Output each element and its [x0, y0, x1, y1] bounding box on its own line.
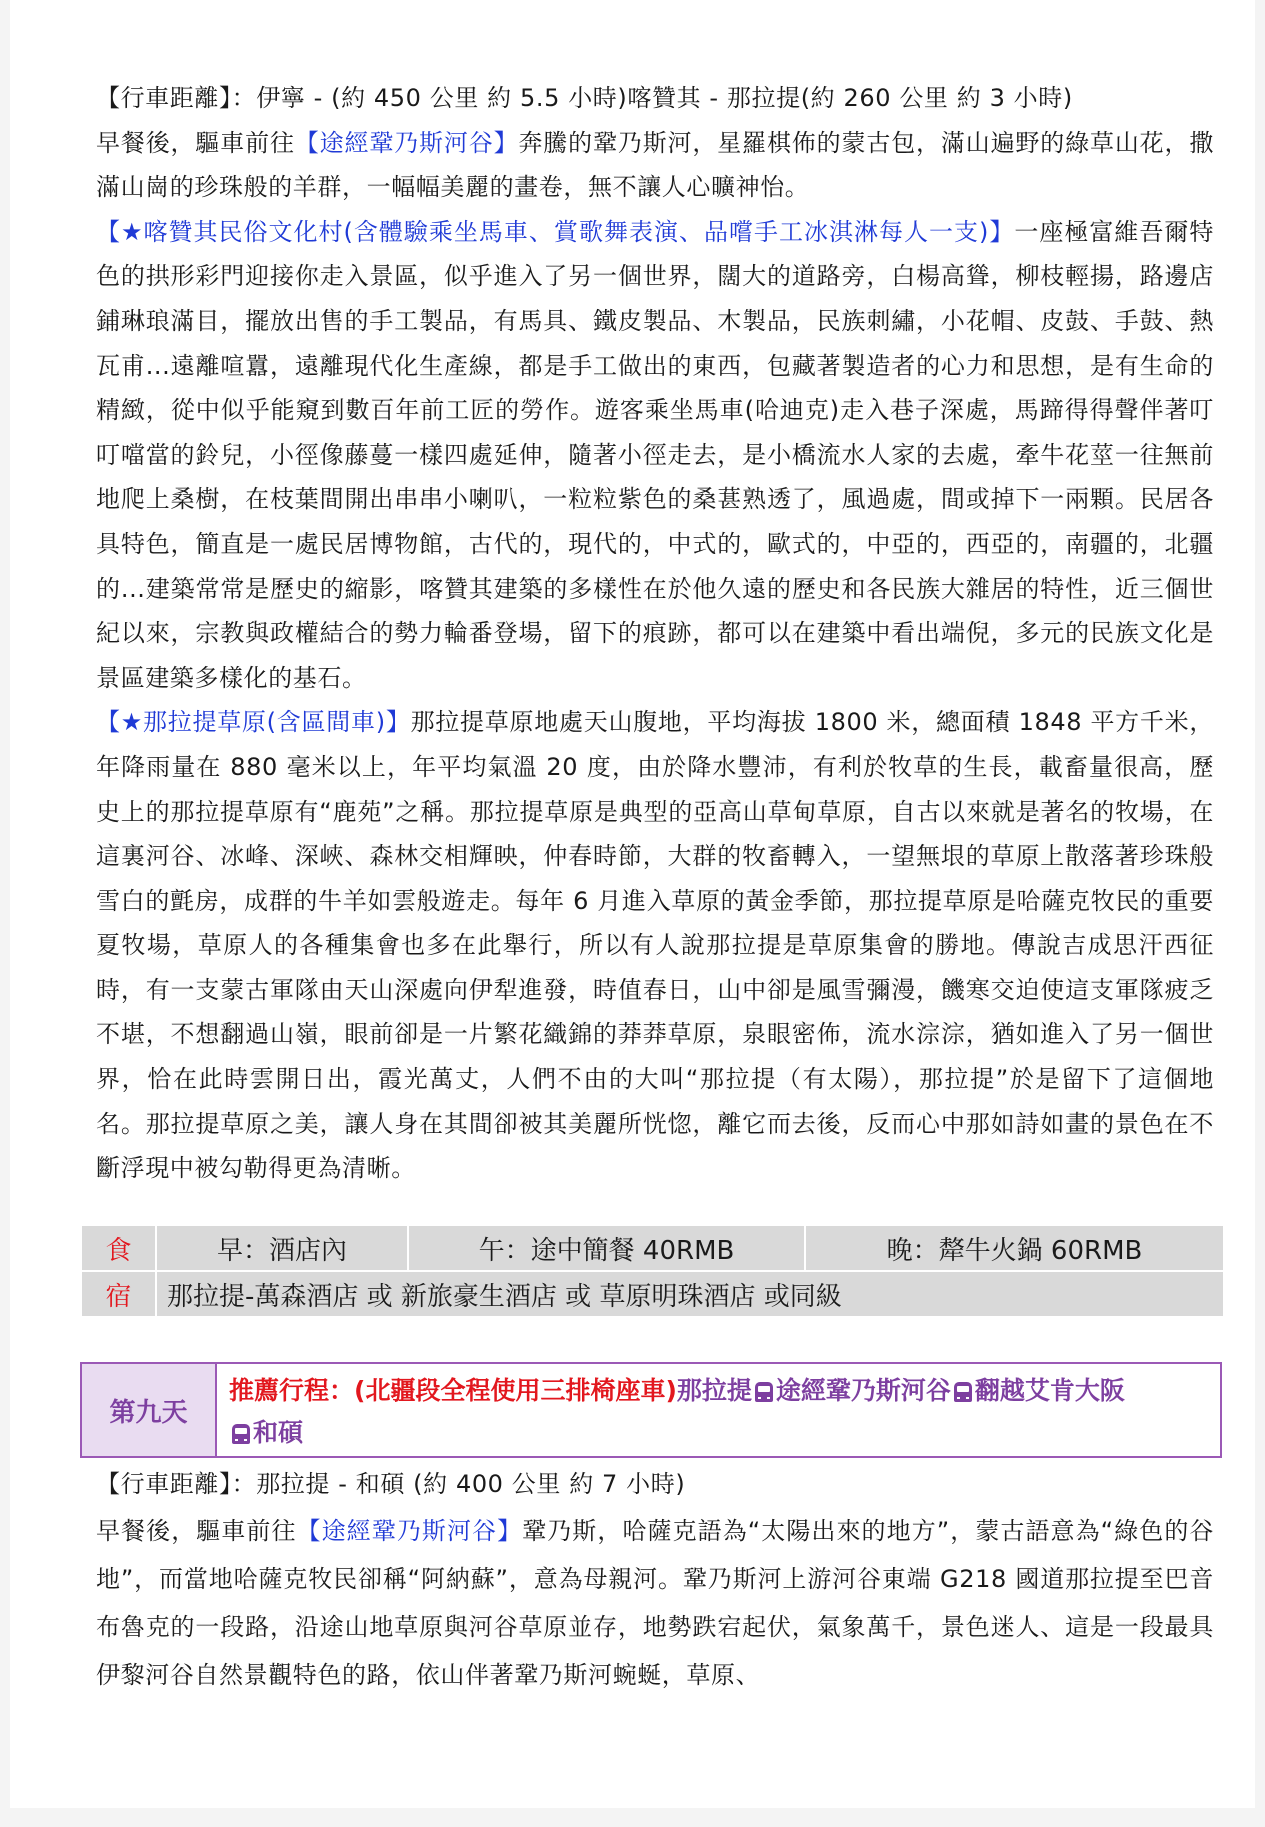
day9-distance: [96, 1462, 1214, 1507]
food-label: 食: [81, 1225, 156, 1271]
distance-label: 【行車距離】: [96, 84, 232, 112]
stay-label: 宿: [81, 1271, 156, 1317]
document-page: [10, 0, 1255, 1808]
paragraph-text: 早餐後，驅車前往: [96, 1516, 297, 1545]
day9-section: [96, 1462, 1214, 1699]
route-note: (北疆段全程使用三排椅座車): [354, 1376, 677, 1405]
paragraph-text: 鞏乃斯，哈薩克語為“太陽出來的地方”，蒙古語意為“綠色的谷地”，而當地哈薩克牧民卻稱“阿納蘇”，意為母親河。鞏乃斯河上游河谷東端 G218 國道那拉提至巴音布魯克的一段路，沿途山地草原與河谷草原並存，地勢跌宕起伏，氣象萬千，景色迷人、這是一段最具伊黎河谷自然景觀特色的路，依山伴著鞏乃斯河蜿蜒，草原、: [96, 1516, 1214, 1689]
highlight-term: 【途經鞏乃斯河谷】: [296, 1516, 523, 1545]
day8-paragraph-2: [96, 210, 1214, 701]
day9-paragraph-1: [96, 1507, 1214, 1699]
meals-row: [81, 1225, 1224, 1271]
route-prefix: 推薦行程：: [229, 1376, 355, 1405]
distance-text: ：伊寧 - (約 450 公里 約 5.5 小時)喀贊其 - 那拉提(約 260 公里 約 3 小時): [231, 84, 1073, 112]
distance-text: ：那拉提 - 和碩 (約 400 公里 約 7 小時): [231, 1470, 686, 1498]
lunch-cell: 午：途中簡餐 40RMB: [408, 1225, 805, 1271]
bus-icon: [954, 1382, 972, 1402]
meals-table: [80, 1224, 1225, 1318]
day8-distance: [96, 76, 1214, 121]
paragraph-text: 早餐後，驅車前往: [96, 128, 295, 157]
route-stop: 翻越艾肯大阪: [974, 1376, 1125, 1405]
bus-icon: [755, 1382, 773, 1402]
day8-paragraph-1: [96, 121, 1214, 210]
distance-label: 【行車距離】: [96, 1470, 232, 1498]
dinner-cell: 晚：犛牛火鍋 60RMB: [805, 1225, 1224, 1271]
day8-section: [96, 76, 1214, 1191]
highlight-term: 【★那拉提草原(含區間車)】: [96, 708, 411, 737]
hotel-cell: 那拉提-萬森酒店 或 新旅豪生酒店 或 草原明珠酒店 或同級: [156, 1271, 1224, 1317]
bus-icon: [232, 1424, 250, 1444]
route-stop: 和碩: [253, 1418, 304, 1447]
breakfast-cell: 早：酒店內: [156, 1225, 408, 1271]
day-route: [217, 1364, 1220, 1456]
route-stop: 那拉提: [676, 1376, 752, 1405]
day-label: 第九天: [82, 1364, 217, 1456]
paragraph-text: 一座極富維吾爾特色的拱形彩門迎接你走入景區，似乎進入了另一個世界，闊大的道路旁，白楊高聳，柳枝輕揚，路邊店鋪琳琅滿目，擺放出售的手工製品，有馬具、鐵皮製品、木製品，民族刺繡，小花帽、皮鼓、手鼓、熱瓦甫...遠離喧囂，遠離現代化生產線，都是手工做出的東西，包藏著製造者的心力和思想，是有生命的精緻，從中似乎能窺到數百年前工匠的勞作。遊客乘坐馬車(哈迪克)走入巷子深處，馬蹄得得聲伴著叮叮噹當的鈴兒，小徑像藤蔓一樣四處延伸，隨著小徑走去，是小橋流水人家的去處，牽牛花莖一往無前地爬上桑樹，在枝葉間開出串串小喇叭，一粒粒紫色的桑葚熟透了，風過處，間或掉下一兩顆。民居各具特色，簡直是一處民居博物館，古代的，現代的，中式的，歐式的，中亞的，西亞的，南疆的，北疆的...建築常常是歷史的縮影，喀贊其建築的多樣性在於他久遠的歷史和各民族大雜居的特性，近三個世紀以來，宗教與政權結合的勢力輪番登場，留下的痕跡，都可以在建築中看出端倪，多元的民族文化是景區建築多樣化的基石。: [96, 217, 1214, 692]
hotel-row: [81, 1271, 1224, 1317]
paragraph-text: 奔騰的鞏乃斯河，星羅棋佈的蒙古包，滿山遍野的綠草山花，撒滿山崗的珍珠般的羊群，一幅幅美麗的畫卷，無不讓人心曠神怡。: [96, 128, 1214, 202]
route-stop: 途經鞏乃斯河谷: [775, 1376, 951, 1405]
paragraph-text: 那拉提草原地處天山腹地，平均海拔 1800 米，總面積 1848 平方千米，年降雨量在 880 毫米以上，年平均氣溫 20 度，由於降水豐沛，有利於牧草的生長，載畜量很高，歷史上的那拉提草原有“鹿苑”之稱。那拉提草原是典型的亞高山草甸草原，自古以來就是著名的牧場，在這裏河谷、冰峰、深峽、森林交相輝映，仲春時節，大群的牧畜轉入，一望無垠的草原上散落著珍珠般雪白的氈房，成群的牛羊如雲般遊走。每年 6 月進入草原的黃金季節，那拉提草原是哈薩克牧民的重要夏牧場，草原人的各種集會也多在此舉行，所以有人說那拉提是草原集會的勝地。傳說吉成思汗西征時，有一支蒙古軍隊由天山深處向伊犁進發，時值春日，山中卻是風雪彌漫，饑寒交迫使這支軍隊疲乏不堪，不想翻過山嶺，眼前卻是一片繁花織錦的莽莽草原，泉眼密佈，流水淙淙，猶如進入了另一個世界，恰在此時雲開日出，霞光萬丈，人們不由的大叫“那拉提（有太陽），那拉提”於是留下了這個地名。那拉提草原之美，讓人身在其間卻被其美麗所恍惚，離它而去後，反而心中那如詩如畫的景色在不斷浮現中被勾勒得更為清晰。: [96, 708, 1214, 1183]
highlight-term: 【途經鞏乃斯河谷】: [294, 128, 519, 157]
day8-paragraph-3: [96, 700, 1214, 1191]
highlight-term: 【★喀贊其民俗文化村(含體驗乘坐馬車、賞歌舞表演、品嚐手工冰淇淋每人一支)】: [96, 217, 1015, 246]
day9-header: [80, 1362, 1222, 1458]
